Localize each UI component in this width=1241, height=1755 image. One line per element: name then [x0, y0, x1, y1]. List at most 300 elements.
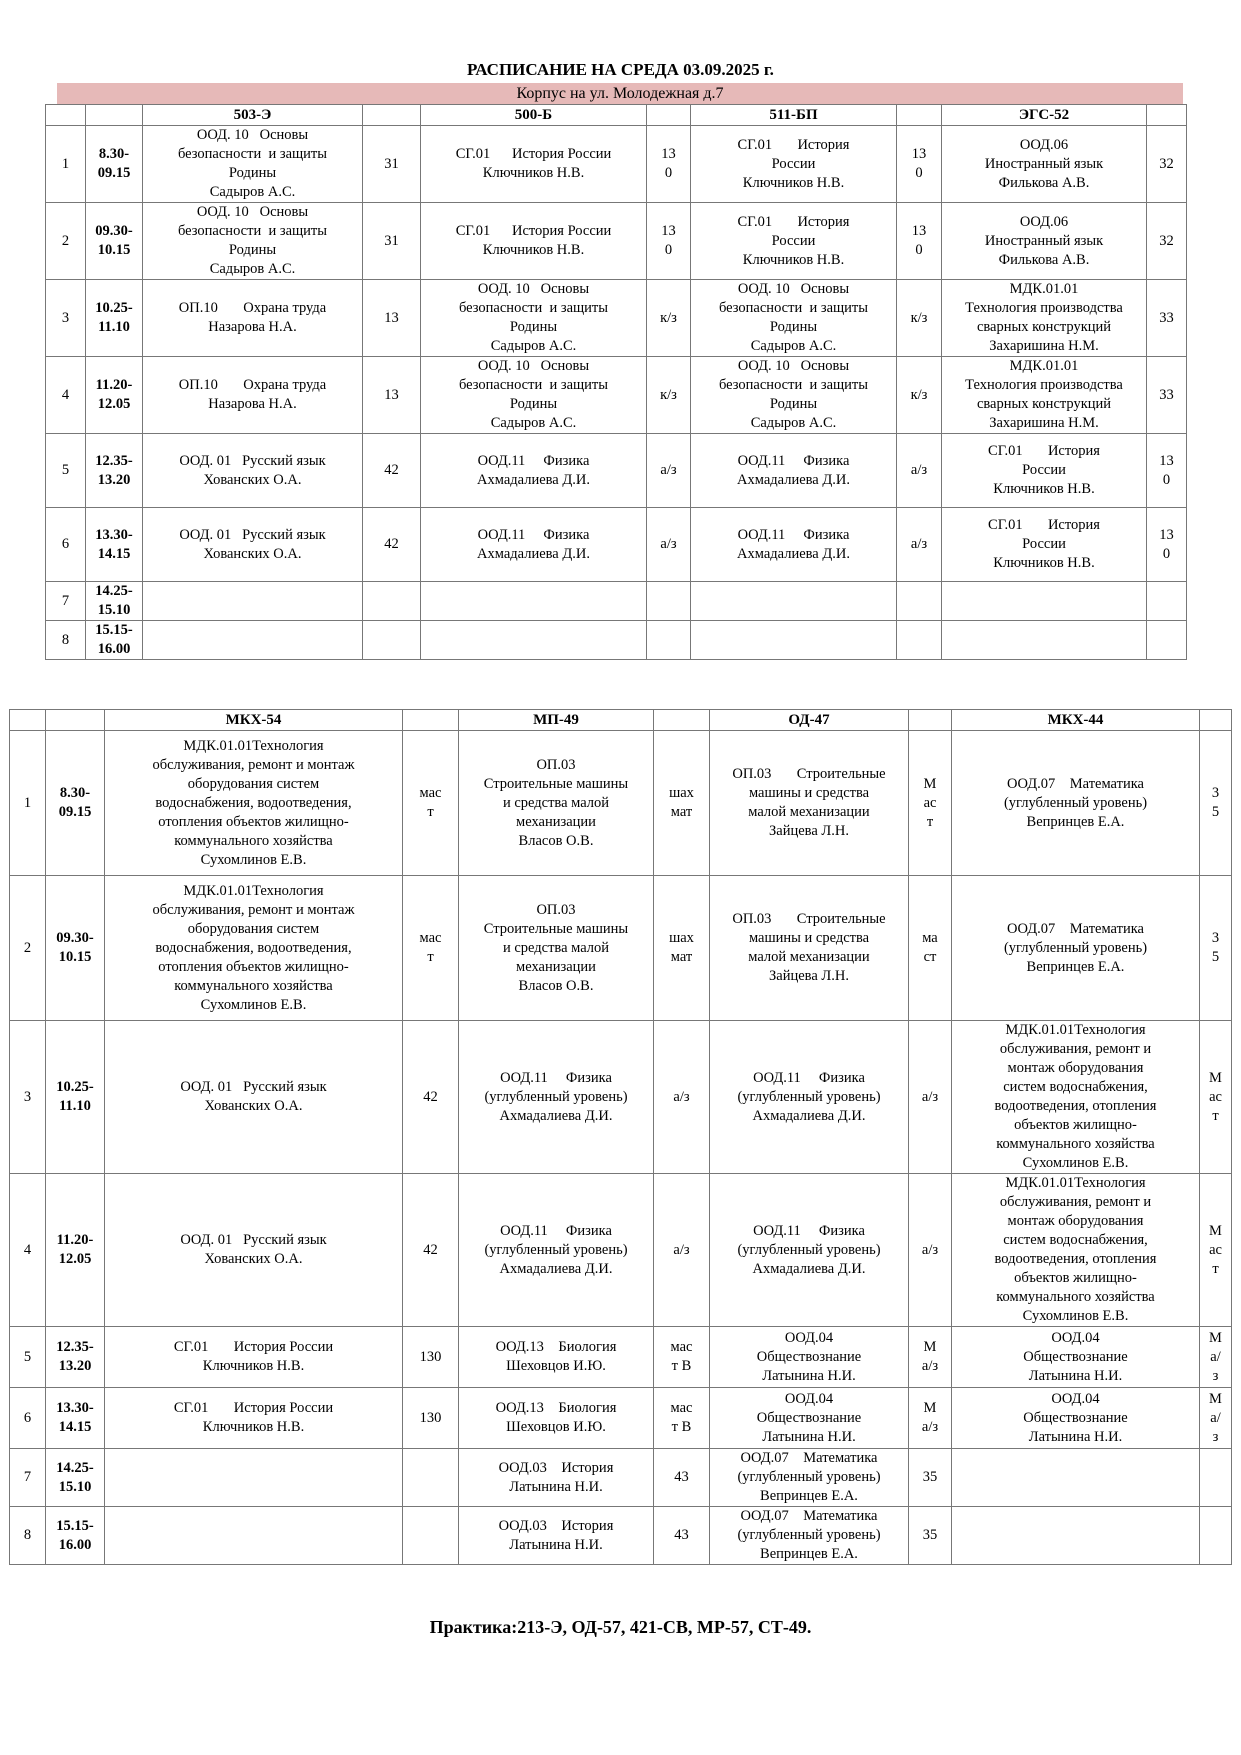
header-blank-cell [1147, 105, 1187, 126]
room-line: мат [670, 804, 693, 820]
lesson-row [46, 357, 1187, 434]
room-line: М [1209, 1069, 1222, 1086]
room-cell [897, 280, 942, 357]
subject-line: Вепринцев Е.А. [760, 1488, 858, 1504]
room-cell [403, 1021, 459, 1174]
lesson-number: 5 [10, 1327, 46, 1388]
subject-line: СГ.01 История России [455, 223, 612, 239]
subject-line: ООД.11 Физика [753, 1069, 865, 1086]
room-line: 0 [1162, 471, 1171, 488]
subject-line: ООД.03 История [498, 1459, 614, 1476]
lesson-row [46, 621, 1187, 660]
subject-cell [942, 621, 1147, 660]
subject-line: ООД.07 Математика [740, 1508, 878, 1524]
subject-cell [691, 280, 897, 357]
subject-line: ООД. 10 Основы [737, 358, 850, 374]
time-line: 15.10 [58, 1478, 92, 1495]
subject-cell [421, 434, 647, 508]
lesson-number: 6 [10, 1388, 46, 1449]
room-line: 33 [1159, 386, 1174, 403]
subject-line: (углубленный уровень) [737, 1527, 881, 1543]
subject-cell [421, 126, 647, 203]
room-cell [654, 1021, 710, 1174]
subject-cell [421, 280, 647, 357]
room-cell [909, 1449, 952, 1507]
room-cell [654, 1507, 710, 1565]
subject-line: машины и средства [748, 930, 870, 946]
subject-cell [952, 1174, 1200, 1327]
room-cell [1200, 1507, 1232, 1565]
room-cell [403, 1388, 459, 1449]
subject-line: ООД.06 [1019, 136, 1069, 153]
room-line: 130 [419, 1409, 442, 1426]
group-header: 500-Б [421, 105, 647, 126]
subject-line: ООД.11 Физика [477, 526, 590, 543]
subject-cell [942, 280, 1147, 357]
subject-line: объектов жилищно- [1014, 1270, 1137, 1286]
subject-line: Захаришина Н.М. [989, 338, 1099, 354]
room-line: 43 [674, 1469, 689, 1485]
room-cell [647, 434, 691, 508]
subject-line: безопасности и защиты [718, 377, 869, 393]
room-line: а/з [673, 1241, 690, 1258]
subject-line: Филькова А.В. [998, 174, 1090, 191]
room-cell [909, 1021, 952, 1174]
header-blank-cell [647, 105, 691, 126]
time-line: 8.30- [59, 785, 91, 801]
subject-line: сварных конструкций [976, 396, 1112, 412]
subject-line: безопасности и защиты [458, 377, 609, 393]
subject-line: ООД. 01 Русский язык [179, 526, 326, 543]
time-line: 09.30- [56, 930, 94, 946]
subject-cell [459, 1449, 654, 1507]
subject-line: Хованских О.А. [204, 1251, 303, 1267]
group-header: МКХ-54 [105, 710, 403, 731]
subject-cell [710, 1021, 909, 1174]
group-header: ОД-47 [710, 710, 909, 731]
subject-line: Родины [509, 319, 558, 335]
room-line: а/з [910, 536, 928, 552]
lesson-number: 4 [10, 1174, 46, 1327]
subject-cell [459, 876, 654, 1021]
room-line: М [923, 1400, 937, 1416]
subject-cell [710, 876, 909, 1021]
subject-line: Вепринцев Е.А. [1026, 958, 1125, 975]
time-line: 11.20- [95, 377, 133, 393]
subject-line: обслуживания, ремонт и монтаж [152, 901, 355, 918]
subject-line: Хованских О.А. [203, 471, 302, 488]
subject-line: России [1022, 462, 1066, 478]
room-line: шах [669, 930, 694, 946]
subject-cell [459, 1388, 654, 1449]
subject-cell [143, 434, 363, 508]
subject-line: (углубленный уровень) [1003, 939, 1148, 956]
room-cell [403, 731, 459, 876]
room-cell [909, 1327, 952, 1388]
subject-line: ООД.07 Математика [1007, 775, 1144, 792]
subject-line: (углубленный уровень) [1003, 794, 1148, 811]
room-cell [403, 1174, 459, 1327]
header-row [10, 710, 1232, 731]
subject-cell [952, 1449, 1200, 1507]
header-blank-cell [363, 105, 421, 126]
time-line: 15.15- [56, 1517, 94, 1534]
subject-cell [691, 126, 897, 203]
subject-line: безопасности и защиты [177, 223, 328, 239]
time-line: 13.30- [56, 1400, 94, 1416]
subject-line: Технология производства [965, 377, 1123, 393]
room-line: 0 [664, 165, 673, 181]
lesson-row [46, 582, 1187, 621]
time-line: 11.20- [56, 1232, 94, 1248]
subject-line: России [771, 232, 816, 249]
room-line: а/з [660, 536, 677, 552]
header-blank-cell [897, 105, 942, 126]
subject-line: Назарова Н.А. [208, 319, 297, 335]
room-cell [1200, 1327, 1232, 1388]
room-line: мат [670, 949, 693, 965]
subject-line: ООД.11 Физика [500, 1069, 612, 1086]
subject-cell [421, 203, 647, 280]
subject-cell [105, 1174, 403, 1327]
subject-line: СГ.01 История России [455, 146, 612, 162]
room-line: шах [669, 785, 694, 801]
room-cell [909, 1388, 952, 1449]
room-line: а/ [1210, 1409, 1221, 1426]
subject-cell [105, 1507, 403, 1565]
lesson-number: 4 [46, 357, 86, 434]
time-line: 12.35- [56, 1339, 94, 1355]
subject-line: оборудования систем [187, 775, 320, 792]
subject-line: СГ.01 История России [173, 1339, 334, 1355]
room-cell [403, 876, 459, 1021]
subject-line: Латынина Н.И. [762, 1367, 856, 1384]
subject-line: Садыров А.С. [209, 261, 296, 277]
subject-line: Латынина Н.И. [1028, 1367, 1123, 1384]
room-line: а/з [660, 462, 677, 478]
room-line: ас [1209, 1088, 1222, 1105]
lesson-time [86, 203, 143, 280]
room-line: к/з [660, 309, 677, 326]
header-blank-cell [46, 710, 105, 731]
room-line: к/з [910, 309, 928, 326]
subject-cell [105, 1449, 403, 1507]
header-blank-cell [86, 105, 143, 126]
room-line: т [1212, 1260, 1219, 1277]
subject-line: Обществознание [756, 1348, 862, 1365]
room-line: 13 [911, 223, 927, 239]
subject-line: объектов жилищно- [1014, 1117, 1137, 1133]
subject-cell [710, 1388, 909, 1449]
room-cell [897, 126, 942, 203]
lesson-number: 8 [10, 1507, 46, 1565]
time-line: 12.35- [95, 452, 133, 469]
subject-line: Ключников Н.В. [993, 555, 1095, 571]
subject-line: Ахмадалиева Д.И. [499, 1107, 613, 1124]
subject-cell [421, 508, 647, 582]
practice-note: Практика:213-Э, ОД-57, 421-СВ, МР-57, СТ-49. [429, 1617, 812, 1637]
room-cell [1147, 280, 1187, 357]
room-line: а/з [921, 1241, 939, 1258]
subject-line: Ключников Н.В. [742, 251, 845, 268]
lesson-time [86, 357, 143, 434]
subject-cell [691, 203, 897, 280]
room-cell [654, 1449, 710, 1507]
subject-line: ООД. 10 Основы [477, 358, 590, 374]
lesson-row [10, 1327, 1232, 1388]
lesson-row [10, 1388, 1232, 1449]
room-line: к/з [660, 386, 677, 403]
room-line: т В [671, 1358, 692, 1374]
subject-line: ООД. 10 Основы [196, 127, 309, 143]
room-line: з [1212, 1367, 1219, 1384]
lesson-number: 5 [46, 434, 86, 508]
subject-cell [421, 621, 647, 660]
subject-line: безопасности и защиты [177, 146, 328, 162]
subject-line: безопасности и защиты [458, 300, 609, 316]
subject-line: ООД.04 [784, 1329, 834, 1346]
lesson-time [46, 1449, 105, 1507]
room-cell [363, 508, 421, 582]
subject-line: Шеховцов И.Ю. [506, 1419, 606, 1435]
subject-line: ООД. 10 Основы [196, 204, 309, 220]
subject-line: ООД.06 [1019, 213, 1069, 230]
subject-line: Власов О.В. [518, 832, 594, 849]
room-cell [654, 731, 710, 876]
subject-cell [952, 1327, 1200, 1388]
room-line: 0 [915, 165, 923, 181]
room-cell [403, 1449, 459, 1507]
lesson-row [46, 280, 1187, 357]
room-line: М [1209, 1329, 1222, 1346]
subject-cell [421, 357, 647, 434]
subject-line: Родины [769, 396, 818, 412]
subject-line: ООД. 01 Русский язык [179, 452, 326, 469]
room-cell [1200, 1449, 1232, 1507]
subject-line: Сухомлинов Е.В. [200, 851, 307, 868]
subject-line: ООД.11 Физика [737, 452, 850, 469]
subject-line: ОП.03 [536, 756, 576, 773]
room-cell [363, 126, 421, 203]
room-line: 13 [1159, 452, 1174, 469]
time-line: 13.20 [97, 471, 131, 488]
room-cell [1147, 508, 1187, 582]
room-cell [647, 203, 691, 280]
subject-line: МДК.01.01 [1009, 358, 1079, 374]
subject-cell [143, 621, 363, 660]
lesson-time [46, 1174, 105, 1327]
subject-cell [691, 434, 897, 508]
subject-line: и средства малой [502, 939, 610, 956]
subject-line: и средства малой [502, 794, 610, 811]
header-blank-cell [46, 105, 86, 126]
time-line: 10.15 [97, 242, 131, 258]
lesson-number: 7 [10, 1449, 46, 1507]
room-line: т В [671, 1419, 692, 1435]
subject-line: Зайцева Л.Н. [769, 823, 849, 839]
room-cell [363, 621, 421, 660]
header-blank-cell [654, 710, 710, 731]
group-header: ЭГС-52 [942, 105, 1147, 126]
room-line: ст [923, 949, 937, 965]
subject-line: Сухомлинов Е.В. [1022, 1308, 1129, 1324]
subject-line: Ахмадалиева Д.И. [737, 545, 850, 562]
room-cell [1200, 1388, 1232, 1449]
subject-line: Ахмадалиева Д.И. [752, 1260, 866, 1277]
room-line: 13 [384, 309, 399, 326]
room-line: 42 [384, 462, 399, 478]
subject-line: Садыров А.С. [750, 415, 837, 431]
subject-cell [105, 1021, 403, 1174]
room-cell [897, 508, 942, 582]
subject-line: ООД. 01 Русский язык [180, 1232, 327, 1248]
subject-line: Латынина Н.И. [1028, 1428, 1123, 1445]
time-line: 16.00 [97, 641, 131, 657]
subject-line: Ахмадалиева Д.И. [477, 545, 590, 562]
lesson-number: 6 [46, 508, 86, 582]
room-line: 42 [423, 1241, 438, 1258]
subject-line: Родины [228, 242, 277, 258]
room-cell [654, 1388, 710, 1449]
subject-line: ОП.03 [536, 901, 576, 918]
subject-line: (углубленный уровень) [737, 1088, 881, 1105]
room-line: мас [670, 1339, 693, 1355]
subject-cell [710, 1174, 909, 1327]
subject-line: Латынина Н.И. [509, 1478, 603, 1495]
room-cell [909, 876, 952, 1021]
subject-line: Вепринцев Е.А. [760, 1546, 858, 1562]
subject-line: водоснабжения, водоотведения, [155, 794, 352, 811]
room-line: 130 [419, 1348, 442, 1365]
room-line: 31 [384, 155, 399, 172]
time-line: 12.05 [97, 396, 131, 412]
room-cell [897, 357, 942, 434]
room-cell [1147, 582, 1187, 621]
subject-line: Иностранный язык [984, 232, 1104, 249]
subject-line: ООД.11 Физика [477, 452, 590, 469]
subject-cell [710, 1507, 909, 1565]
room-line: а/ [1210, 1348, 1221, 1365]
subject-cell [952, 876, 1200, 1021]
room-line: 13 [661, 223, 676, 239]
room-cell [1200, 731, 1232, 876]
room-line: мас [670, 1400, 693, 1416]
room-cell [909, 1507, 952, 1565]
lesson-time [46, 1021, 105, 1174]
room-line: ас [923, 794, 937, 811]
subject-line: Ключников Н.В. [742, 174, 845, 191]
room-cell [1147, 203, 1187, 280]
room-cell [647, 508, 691, 582]
subject-line: Латынина Н.И. [762, 1428, 856, 1445]
header-blank-cell [10, 710, 46, 731]
subject-cell [952, 1021, 1200, 1174]
subject-line: Строительные машины [483, 775, 629, 792]
room-line: 31 [384, 232, 399, 249]
building-banner: Корпус на ул. Молодежная д.7 [57, 83, 1183, 104]
lesson-number: 1 [46, 126, 86, 203]
subject-line: России [1022, 536, 1066, 552]
subject-line: отопления объектов жилищно- [158, 958, 349, 975]
subject-line: малой механизации [748, 804, 870, 820]
room-cell [897, 582, 942, 621]
subject-line: (углубленный уровень) [484, 1241, 628, 1258]
room-cell [897, 621, 942, 660]
room-line: а/з [673, 1088, 690, 1105]
subject-line: МДК.01.01Технология [183, 737, 324, 754]
lesson-row [10, 1507, 1232, 1565]
subject-cell [143, 203, 363, 280]
room-line: мас [419, 785, 442, 801]
lesson-number: 2 [10, 876, 46, 1021]
subject-line: Вепринцев Е.А. [1026, 813, 1125, 830]
room-cell [897, 434, 942, 508]
room-line: 0 [664, 242, 673, 258]
subject-line: СГ.01 История [737, 136, 850, 153]
room-line: 5 [1211, 949, 1220, 965]
subject-line: машины и средства [748, 785, 870, 801]
subject-line: ООД.13 Биология [495, 1339, 617, 1355]
schedule-table-1 [45, 104, 1187, 660]
time-line: 10.25- [95, 300, 133, 316]
header-blank-cell [403, 710, 459, 731]
room-line: 0 [915, 242, 923, 258]
page-title: РАСПИСАНИЕ НА СРЕДА 03.09.2025 г. [467, 60, 774, 79]
subject-line: Ахмадалиева Д.И. [737, 471, 850, 488]
subject-line: Обществознание [1023, 1409, 1128, 1426]
room-line: 13 [1159, 526, 1174, 543]
subject-line: коммунального хозяйства [996, 1289, 1155, 1305]
subject-cell [105, 1388, 403, 1449]
subject-line: механизации [516, 813, 596, 830]
time-line: 09.30- [95, 223, 133, 239]
time-line: 11.10 [98, 319, 130, 335]
subject-line: Садыров А.С. [750, 338, 837, 354]
subject-line: ООД. 10 Основы [477, 281, 590, 297]
lesson-row [46, 508, 1187, 582]
subject-line: ОП.03 Строительные [732, 766, 886, 782]
room-line: 35 [922, 1527, 938, 1543]
group-header: 511-БП [691, 105, 897, 126]
subject-line: СГ.01 История России [173, 1400, 334, 1416]
subject-cell [105, 731, 403, 876]
room-cell [654, 876, 710, 1021]
time-line: 09.15 [58, 804, 92, 820]
room-line: М [1209, 1222, 1222, 1239]
room-cell [363, 280, 421, 357]
subject-line: ООД.13 Биология [495, 1400, 617, 1416]
subject-cell [942, 582, 1147, 621]
subject-cell [952, 731, 1200, 876]
time-line: 16.00 [58, 1536, 92, 1553]
time-line: 15.15- [95, 622, 133, 638]
lesson-row [10, 1174, 1232, 1327]
lesson-row [46, 203, 1187, 280]
time-line: 12.05 [58, 1251, 92, 1267]
group-header: 503-Э [143, 105, 363, 126]
room-cell [363, 203, 421, 280]
room-line: т [1212, 1107, 1219, 1124]
subject-cell [710, 1327, 909, 1388]
subject-line: Садыров А.С. [209, 184, 296, 200]
subject-line: Ахмадалиева Д.И. [752, 1107, 866, 1124]
room-cell [363, 357, 421, 434]
subject-line: Хованских О.А. [204, 1098, 303, 1114]
subject-cell [952, 1507, 1200, 1565]
subject-line: ОП.03 Строительные [732, 911, 886, 927]
subject-line: Родины [509, 396, 558, 412]
subject-line: Ключников Н.В. [482, 165, 585, 181]
